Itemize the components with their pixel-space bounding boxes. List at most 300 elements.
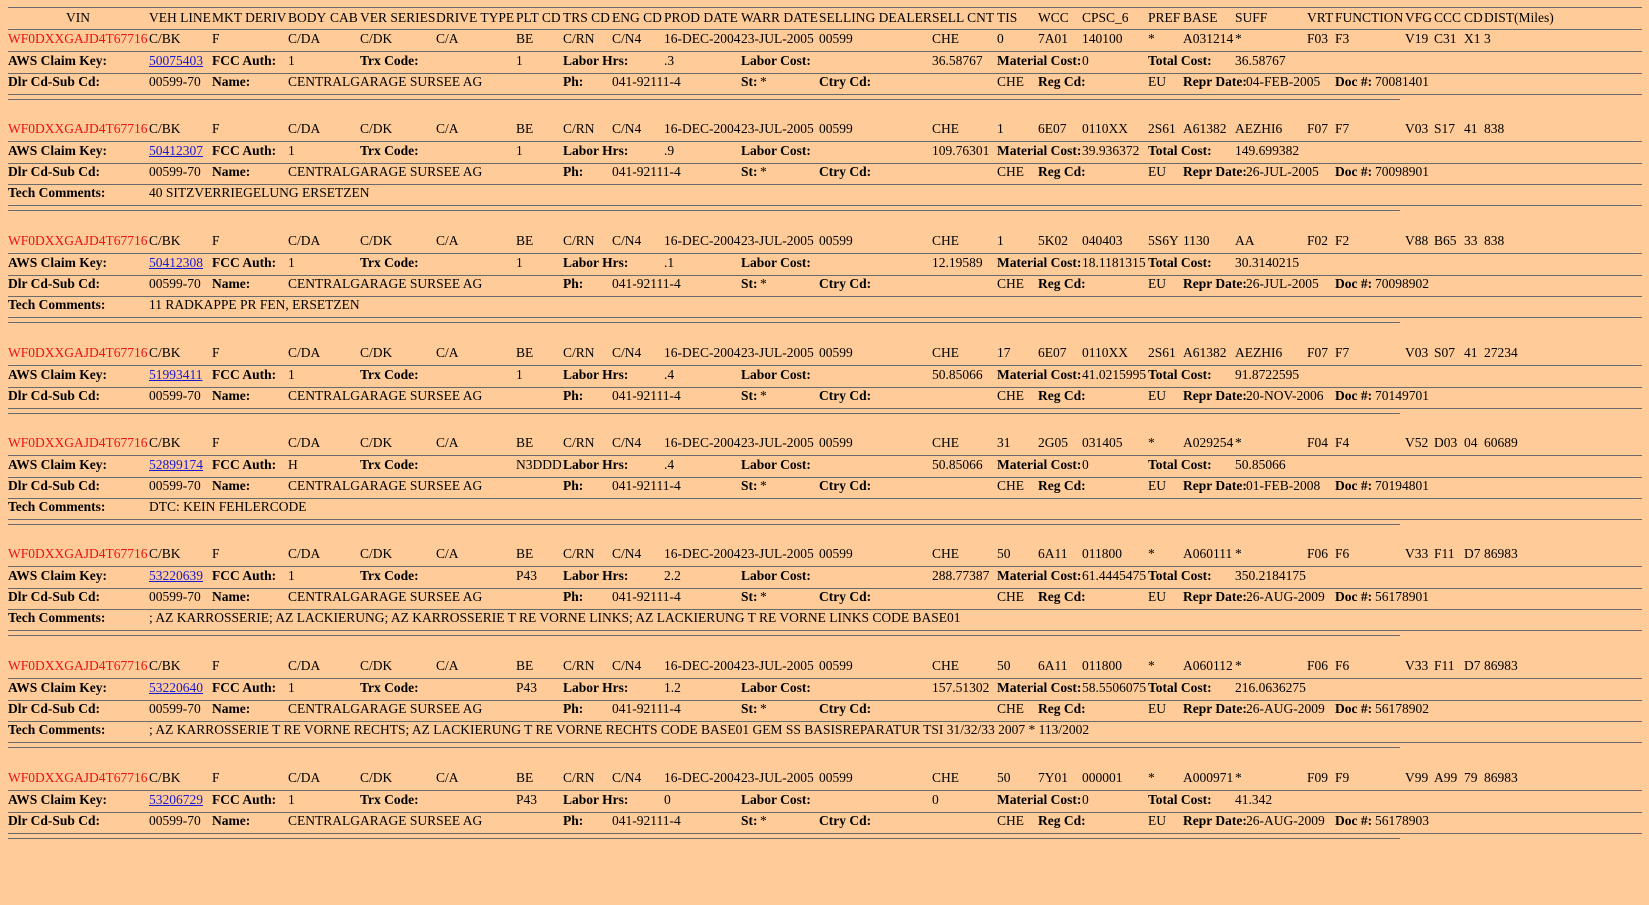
doc-label: Doc #: [1335, 74, 1373, 89]
repr-date-value: 26-AUG-2009 [1246, 701, 1325, 716]
phone-label: Ph: [563, 164, 584, 179]
doc-label: Doc #: [1335, 813, 1373, 828]
row-divider [8, 210, 1400, 211]
claim-key-link[interactable]: 53220639 [149, 568, 203, 583]
record-function: F6 [1335, 658, 1350, 673]
record-cpsc6: 000001 [1082, 770, 1123, 785]
phone-value: 041-92111-4 [612, 813, 681, 828]
labor-hrs-label: Labor Hrs: [563, 255, 629, 270]
name-label: Name: [212, 701, 251, 716]
record-wcc: 6A11 [1038, 546, 1068, 561]
st-value: * [760, 276, 767, 291]
row-divider [8, 365, 1642, 366]
record-drive-type: BE [516, 345, 534, 360]
record-pref: * [1148, 31, 1155, 46]
record-mkt-deriv: F [212, 658, 220, 673]
phone-label: Ph: [563, 813, 584, 828]
trx-code-value: P43 [516, 680, 538, 695]
record-trs-cd: C/N4 [612, 546, 642, 561]
header-pref: PREF [1148, 10, 1181, 25]
trx-code-value: 1 [516, 53, 523, 68]
total-cost-label: Total Cost: [1148, 568, 1212, 583]
claim-key-link[interactable]: 53220640 [149, 680, 203, 695]
repr-date-value: 20-NOV-2006 [1246, 388, 1324, 403]
reg-cd-value: EU [1148, 701, 1166, 716]
record-cd: X1 [1464, 31, 1481, 46]
repr-date-label: Repr Date: [1183, 478, 1247, 493]
record-pref: * [1148, 658, 1155, 673]
record-ccc: A99 [1434, 770, 1458, 785]
record-suff: * [1235, 546, 1242, 561]
material-cost-label: Material Cost: [997, 255, 1082, 270]
fcc-auth-label: FCC Auth: [212, 792, 277, 807]
claim-key-link[interactable]: 50412308 [149, 255, 203, 270]
header-sell-cnt: SELL CNT [932, 10, 995, 25]
record-warr-date: 23-JUL-2005 [741, 770, 814, 785]
record-plt-cd: C/RN [563, 121, 595, 136]
labor-cost-value: 50.85066 [932, 457, 983, 472]
fcc-auth-value: H [288, 457, 298, 472]
tech-comments-label: Tech Comments: [8, 722, 106, 737]
phone-label: Ph: [563, 74, 584, 89]
record-veh-line: C/BK [149, 435, 181, 450]
trx-code-label: Trx Code: [360, 792, 419, 807]
st-value: * [760, 813, 767, 828]
dlr-cd-sub-cd-label: Dlr Cd-Sub Cd: [8, 701, 101, 716]
labor-cost-label: Labor Cost: [741, 255, 811, 270]
repr-date-value: 26-AUG-2009 [1246, 813, 1325, 828]
record-vrt: F03 [1307, 31, 1329, 46]
ctry-cd-value: CHE [997, 478, 1024, 493]
ctry-cd-value: CHE [997, 589, 1024, 604]
record-dist: 86983 [1484, 546, 1518, 561]
aws-claim-key-label: AWS Claim Key: [8, 367, 107, 382]
phone-label: Ph: [563, 276, 584, 291]
record-body: C/DA [288, 658, 321, 673]
st-label: St: [741, 589, 758, 604]
record-cpsc6: 140100 [1082, 31, 1123, 46]
dlr-cd-sub-cd-label: Dlr Cd-Sub Cd: [8, 388, 101, 403]
record-function: F2 [1335, 233, 1350, 248]
record-pref: * [1148, 435, 1155, 450]
dealer-name: CENTRALGARAGE SURSEE AG [288, 701, 483, 716]
total-cost-label: Total Cost: [1148, 457, 1212, 472]
record-ccc: F11 [1434, 658, 1455, 673]
record-ccc: D03 [1434, 435, 1458, 450]
trx-code-label: Trx Code: [360, 457, 419, 472]
record-dist: 86983 [1484, 658, 1518, 673]
record-ver-series: C/A [436, 31, 459, 46]
total-cost-label: Total Cost: [1148, 680, 1212, 695]
record-prod-date: 16-DEC-2004 [664, 121, 741, 136]
header-prod-date: PROD DATE [664, 10, 738, 25]
record-base: A61382 [1183, 121, 1227, 136]
header-cd: CD [1464, 10, 1483, 25]
record-vin: WF0DXXGAJD4T67716 [8, 770, 148, 785]
header-selling-dealer: SELLING DEALER [819, 10, 932, 25]
record-mkt-deriv: F [212, 770, 220, 785]
record-base: A029254 [1183, 435, 1234, 450]
repr-date-value: 26-AUG-2009 [1246, 589, 1325, 604]
st-label: St: [741, 478, 758, 493]
dlr-cd-sub-cd-label: Dlr Cd-Sub Cd: [8, 276, 101, 291]
record-sell-cnt: CHE [932, 546, 959, 561]
record-warr-date: 23-JUL-2005 [741, 121, 814, 136]
labor-cost-label: Labor Cost: [741, 367, 811, 382]
total-cost-value: 350.2184175 [1235, 568, 1306, 583]
record-drive-type: BE [516, 233, 534, 248]
st-label: St: [741, 164, 758, 179]
labor-hrs-value: .9 [664, 143, 675, 158]
dealer-name: CENTRALGARAGE SURSEE AG [288, 388, 483, 403]
header-eng-cd: ENG CD [612, 10, 662, 25]
record-ccc: S07 [1434, 345, 1456, 360]
record-vrt: F07 [1307, 345, 1329, 360]
ctry-cd-value: CHE [997, 813, 1024, 828]
record-cd: 41 [1464, 345, 1478, 360]
record-tis: 50 [997, 770, 1011, 785]
record-cd: 33 [1464, 233, 1478, 248]
aws-claim-key-label: AWS Claim Key: [8, 457, 107, 472]
trx-code-value: 1 [516, 367, 523, 382]
labor-cost-value: 288.77387 [932, 568, 990, 583]
record-plt-cd: C/RN [563, 770, 595, 785]
material-cost-value: 0 [1082, 792, 1089, 807]
dlr-cd-value: 00599-70 [149, 276, 201, 291]
fcc-auth-label: FCC Auth: [212, 53, 277, 68]
repr-date-label: Repr Date: [1183, 813, 1247, 828]
record-vin: WF0DXXGAJD4T67716 [8, 121, 148, 136]
material-cost-label: Material Cost: [997, 680, 1082, 695]
ctry-cd-label: Ctry Cd: [819, 276, 872, 291]
record-ver-series: C/A [436, 435, 459, 450]
record-function: F7 [1335, 345, 1350, 360]
tech-comments-value: 40 SITZVERRIEGELUNG ERSETZEN [149, 185, 370, 200]
record-vrt: F06 [1307, 658, 1329, 673]
repr-date-label: Repr Date: [1183, 276, 1247, 291]
header-ver-series: VER SERIES [360, 10, 436, 25]
record-prod-date: 16-DEC-2004 [664, 658, 741, 673]
record-mkt-deriv: F [212, 546, 220, 561]
record-dist: 3 [1484, 31, 1491, 46]
dealer-name: CENTRALGARAGE SURSEE AG [288, 478, 483, 493]
record-tis: 50 [997, 658, 1011, 673]
header-wcc: WCC [1038, 10, 1069, 25]
record-selling-dealer: 00599 [819, 233, 853, 248]
header-vfg: VFG [1405, 10, 1433, 25]
repr-date-label: Repr Date: [1183, 388, 1247, 403]
record-suff: AA [1235, 233, 1255, 248]
record-function: F6 [1335, 546, 1350, 561]
total-cost-label: Total Cost: [1148, 367, 1212, 382]
record-cpsc6: 040403 [1082, 233, 1123, 248]
st-label: St: [741, 813, 758, 828]
record-vfg: V88 [1405, 233, 1429, 248]
st-value: * [760, 701, 767, 716]
dlr-cd-value: 00599-70 [149, 589, 201, 604]
record-cab: C/DK [360, 345, 393, 360]
tech-comments-value: 11 RADKAPPE PR FEN, ERSETZEN [149, 297, 360, 312]
ctry-cd-label: Ctry Cd: [819, 164, 872, 179]
record-sell-cnt: CHE [932, 770, 959, 785]
record-trs-cd: C/N4 [612, 31, 642, 46]
header-body: BODY [288, 10, 327, 25]
record-suff: * [1235, 770, 1242, 785]
phone-value: 041-92111-4 [612, 164, 681, 179]
labor-hrs-value: .4 [664, 367, 675, 382]
record-wcc: 6A11 [1038, 658, 1068, 673]
record-trs-cd: C/N4 [612, 121, 642, 136]
name-label: Name: [212, 74, 251, 89]
reg-cd-label: Reg Cd: [1038, 589, 1086, 604]
record-vin: WF0DXXGAJD4T67716 [8, 435, 148, 450]
phone-value: 041-92111-4 [612, 276, 681, 291]
record-tis: 31 [997, 435, 1011, 450]
record-dist: 86983 [1484, 770, 1518, 785]
claim-key-link[interactable]: 50075403 [149, 53, 203, 68]
record-suff: * [1235, 435, 1242, 450]
record-trs-cd: C/N4 [612, 233, 642, 248]
dlr-cd-value: 00599-70 [149, 478, 201, 493]
record-warr-date: 23-JUL-2005 [741, 435, 814, 450]
dealer-name: CENTRALGARAGE SURSEE AG [288, 813, 483, 828]
labor-hrs-value: .4 [664, 457, 675, 472]
phone-label: Ph: [563, 478, 584, 493]
ctry-cd-label: Ctry Cd: [819, 701, 872, 716]
record-ver-series: C/A [436, 233, 459, 248]
claim-key-link[interactable]: 51993411 [149, 367, 203, 382]
reg-cd-label: Reg Cd: [1038, 164, 1086, 179]
record-function: F7 [1335, 121, 1350, 136]
labor-hrs-label: Labor Hrs: [563, 53, 629, 68]
record-ccc: S17 [1434, 121, 1456, 136]
total-cost-value: 91.8722595 [1235, 367, 1300, 382]
record-pref: 5S6Y [1148, 233, 1179, 248]
reg-cd-value: EU [1148, 388, 1166, 403]
doc-label: Doc #: [1335, 276, 1373, 291]
record-wcc: 6E07 [1038, 345, 1067, 360]
record-ver-series: C/A [436, 546, 459, 561]
record-vfg: V99 [1405, 770, 1429, 785]
doc-value: 56178901 [1375, 589, 1429, 604]
claim-key-link[interactable]: 50412307 [149, 143, 203, 158]
record-dist: 60689 [1484, 435, 1518, 450]
record-wcc: 5K02 [1038, 233, 1068, 248]
tech-comments-label: Tech Comments: [8, 610, 106, 625]
doc-label: Doc #: [1335, 478, 1373, 493]
doc-value: 56178903 [1375, 813, 1429, 828]
total-cost-value: 30.3140215 [1235, 255, 1300, 270]
record-veh-line: C/BK [149, 233, 181, 248]
record-drive-type: BE [516, 121, 534, 136]
record-trs-cd: C/N4 [612, 345, 642, 360]
row-divider [8, 790, 1642, 791]
aws-claim-key-label: AWS Claim Key: [8, 568, 107, 583]
tech-comments-value: ; AZ KARROSSERIE; AZ LACKIERUNG; AZ KARROSSERIE T RE VORNE LINKS; AZ LACKIERUNG T RE VORNE LINKS CODE BASE01 [149, 610, 961, 625]
record-vfg: V19 [1405, 31, 1429, 46]
record-mkt-deriv: F [212, 31, 220, 46]
record-veh-line: C/BK [149, 546, 181, 561]
reg-cd-label: Reg Cd: [1038, 701, 1086, 716]
doc-value: 70149701 [1375, 388, 1429, 403]
doc-value: 70194801 [1375, 478, 1429, 493]
claim-key-link[interactable]: 53206729 [149, 792, 203, 807]
labor-cost-value: 0 [932, 792, 939, 807]
record-vfg: V33 [1405, 658, 1429, 673]
phone-label: Ph: [563, 701, 584, 716]
record-warr-date: 23-JUL-2005 [741, 233, 814, 248]
labor-cost-value: 157.51302 [932, 680, 990, 695]
name-label: Name: [212, 276, 251, 291]
record-prod-date: 16-DEC-2004 [664, 31, 741, 46]
record-cd: 79 [1464, 770, 1478, 785]
fcc-auth-label: FCC Auth: [212, 680, 277, 695]
record-sell-cnt: CHE [932, 345, 959, 360]
record-mkt-deriv: F [212, 233, 220, 248]
record-pref: 2S61 [1148, 345, 1176, 360]
st-value: * [760, 478, 767, 493]
record-vin: WF0DXXGAJD4T67716 [8, 658, 148, 673]
reg-cd-value: EU [1148, 813, 1166, 828]
record-vrt: F06 [1307, 546, 1329, 561]
record-base: A61382 [1183, 345, 1227, 360]
record-cpsc6: 011800 [1082, 658, 1122, 673]
reg-cd-value: EU [1148, 74, 1166, 89]
record-cd: 41 [1464, 121, 1478, 136]
record-prod-date: 16-DEC-2004 [664, 435, 741, 450]
st-label: St: [741, 74, 758, 89]
repr-date-value: 01-FEB-2008 [1246, 478, 1321, 493]
reg-cd-label: Reg Cd: [1038, 388, 1086, 403]
aws-claim-key-label: AWS Claim Key: [8, 792, 107, 807]
record-mkt-deriv: F [212, 435, 220, 450]
material-cost-value: 0 [1082, 457, 1089, 472]
header-veh-line: VEH LINE [149, 10, 211, 25]
record-cpsc6: 0110XX [1082, 345, 1128, 360]
record-body: C/DA [288, 233, 321, 248]
dlr-cd-value: 00599-70 [149, 164, 201, 179]
record-wcc: 7Y01 [1038, 770, 1068, 785]
record-suff: AEZHI6 [1235, 121, 1283, 136]
record-drive-type: BE [516, 546, 534, 561]
header-function: FUNCTION [1335, 10, 1404, 25]
total-cost-value: 41.342 [1235, 792, 1273, 807]
row-divider [8, 524, 1400, 525]
phone-value: 041-92111-4 [612, 74, 681, 89]
header-tis: TIS [997, 10, 1018, 25]
record-cd: 04 [1464, 435, 1478, 450]
row-divider [8, 630, 1642, 631]
reg-cd-value: EU [1148, 164, 1166, 179]
doc-label: Doc #: [1335, 388, 1373, 403]
record-mkt-deriv: F [212, 345, 220, 360]
record-plt-cd: C/RN [563, 435, 595, 450]
reg-cd-label: Reg Cd: [1038, 478, 1086, 493]
dlr-cd-sub-cd-label: Dlr Cd-Sub Cd: [8, 589, 101, 604]
record-cab: C/DK [360, 435, 393, 450]
record-sell-cnt: CHE [932, 31, 959, 46]
record-suff: * [1235, 31, 1242, 46]
dealer-name: CENTRALGARAGE SURSEE AG [288, 74, 483, 89]
fcc-auth-label: FCC Auth: [212, 255, 277, 270]
ctry-cd-label: Ctry Cd: [819, 478, 872, 493]
record-body: C/DA [288, 345, 321, 360]
repr-date-label: Repr Date: [1183, 74, 1247, 89]
record-ver-series: C/A [436, 770, 459, 785]
record-vin: WF0DXXGAJD4T67716 [8, 345, 148, 360]
doc-label: Doc #: [1335, 164, 1373, 179]
dealer-name: CENTRALGARAGE SURSEE AG [288, 589, 483, 604]
material-cost-label: Material Cost: [997, 143, 1082, 158]
record-function: F4 [1335, 435, 1350, 450]
row-divider [8, 747, 1400, 748]
header-vin: VIN [66, 10, 90, 25]
st-label: St: [741, 276, 758, 291]
record-cab: C/DK [360, 121, 393, 136]
total-cost-value: 36.58767 [1235, 53, 1286, 68]
phone-value: 041-92111-4 [612, 701, 681, 716]
record-plt-cd: C/RN [563, 658, 595, 673]
dealer-name: CENTRALGARAGE SURSEE AG [288, 276, 483, 291]
record-tis: 1 [997, 121, 1004, 136]
record-base: A031214 [1183, 31, 1234, 46]
ctry-cd-value: CHE [997, 388, 1024, 403]
header-plt-cd: PLT CD [516, 10, 561, 25]
record-tis: 50 [997, 546, 1011, 561]
labor-hrs-value: 0 [664, 792, 671, 807]
record-dist: 838 [1484, 121, 1505, 136]
record-trs-cd: C/N4 [612, 435, 642, 450]
record-mkt-deriv: F [212, 121, 220, 136]
labor-hrs-value: 1.2 [664, 680, 681, 695]
material-cost-value: 41.0215995 [1082, 367, 1147, 382]
dlr-cd-value: 00599-70 [149, 813, 201, 828]
record-cab: C/DK [360, 658, 393, 673]
record-body: C/DA [288, 31, 321, 46]
material-cost-value: 61.4445475 [1082, 568, 1147, 583]
trx-code-label: Trx Code: [360, 143, 419, 158]
ctry-cd-value: CHE [997, 701, 1024, 716]
record-cpsc6: 0110XX [1082, 121, 1128, 136]
claim-key-link[interactable]: 52899174 [149, 457, 203, 472]
trx-code-value: 1 [516, 143, 523, 158]
trx-code-value: P43 [516, 792, 538, 807]
record-cd: D7 [1464, 546, 1481, 561]
material-cost-value: 0 [1082, 53, 1089, 68]
record-cpsc6: 011800 [1082, 546, 1122, 561]
total-cost-label: Total Cost: [1148, 53, 1212, 68]
labor-cost-label: Labor Cost: [741, 568, 811, 583]
labor-cost-label: Labor Cost: [741, 792, 811, 807]
record-ccc: C31 [1434, 31, 1457, 46]
dealer-name: CENTRALGARAGE SURSEE AG [288, 164, 483, 179]
record-vin: WF0DXXGAJD4T67716 [8, 233, 148, 248]
row-divider [8, 253, 1642, 254]
fcc-auth-value: 1 [288, 143, 295, 158]
record-cab: C/DK [360, 31, 393, 46]
record-selling-dealer: 00599 [819, 770, 853, 785]
tech-comments-value: DTC: KEIN FEHLERCODE [149, 499, 307, 514]
record-ver-series: C/A [436, 658, 459, 673]
record-sell-cnt: CHE [932, 658, 959, 673]
reg-cd-label: Reg Cd: [1038, 813, 1086, 828]
name-label: Name: [212, 388, 251, 403]
record-body: C/DA [288, 435, 321, 450]
fcc-auth-label: FCC Auth: [212, 367, 277, 382]
total-cost-label: Total Cost: [1148, 792, 1212, 807]
material-cost-label: Material Cost: [997, 367, 1082, 382]
row-divider [8, 833, 1642, 834]
